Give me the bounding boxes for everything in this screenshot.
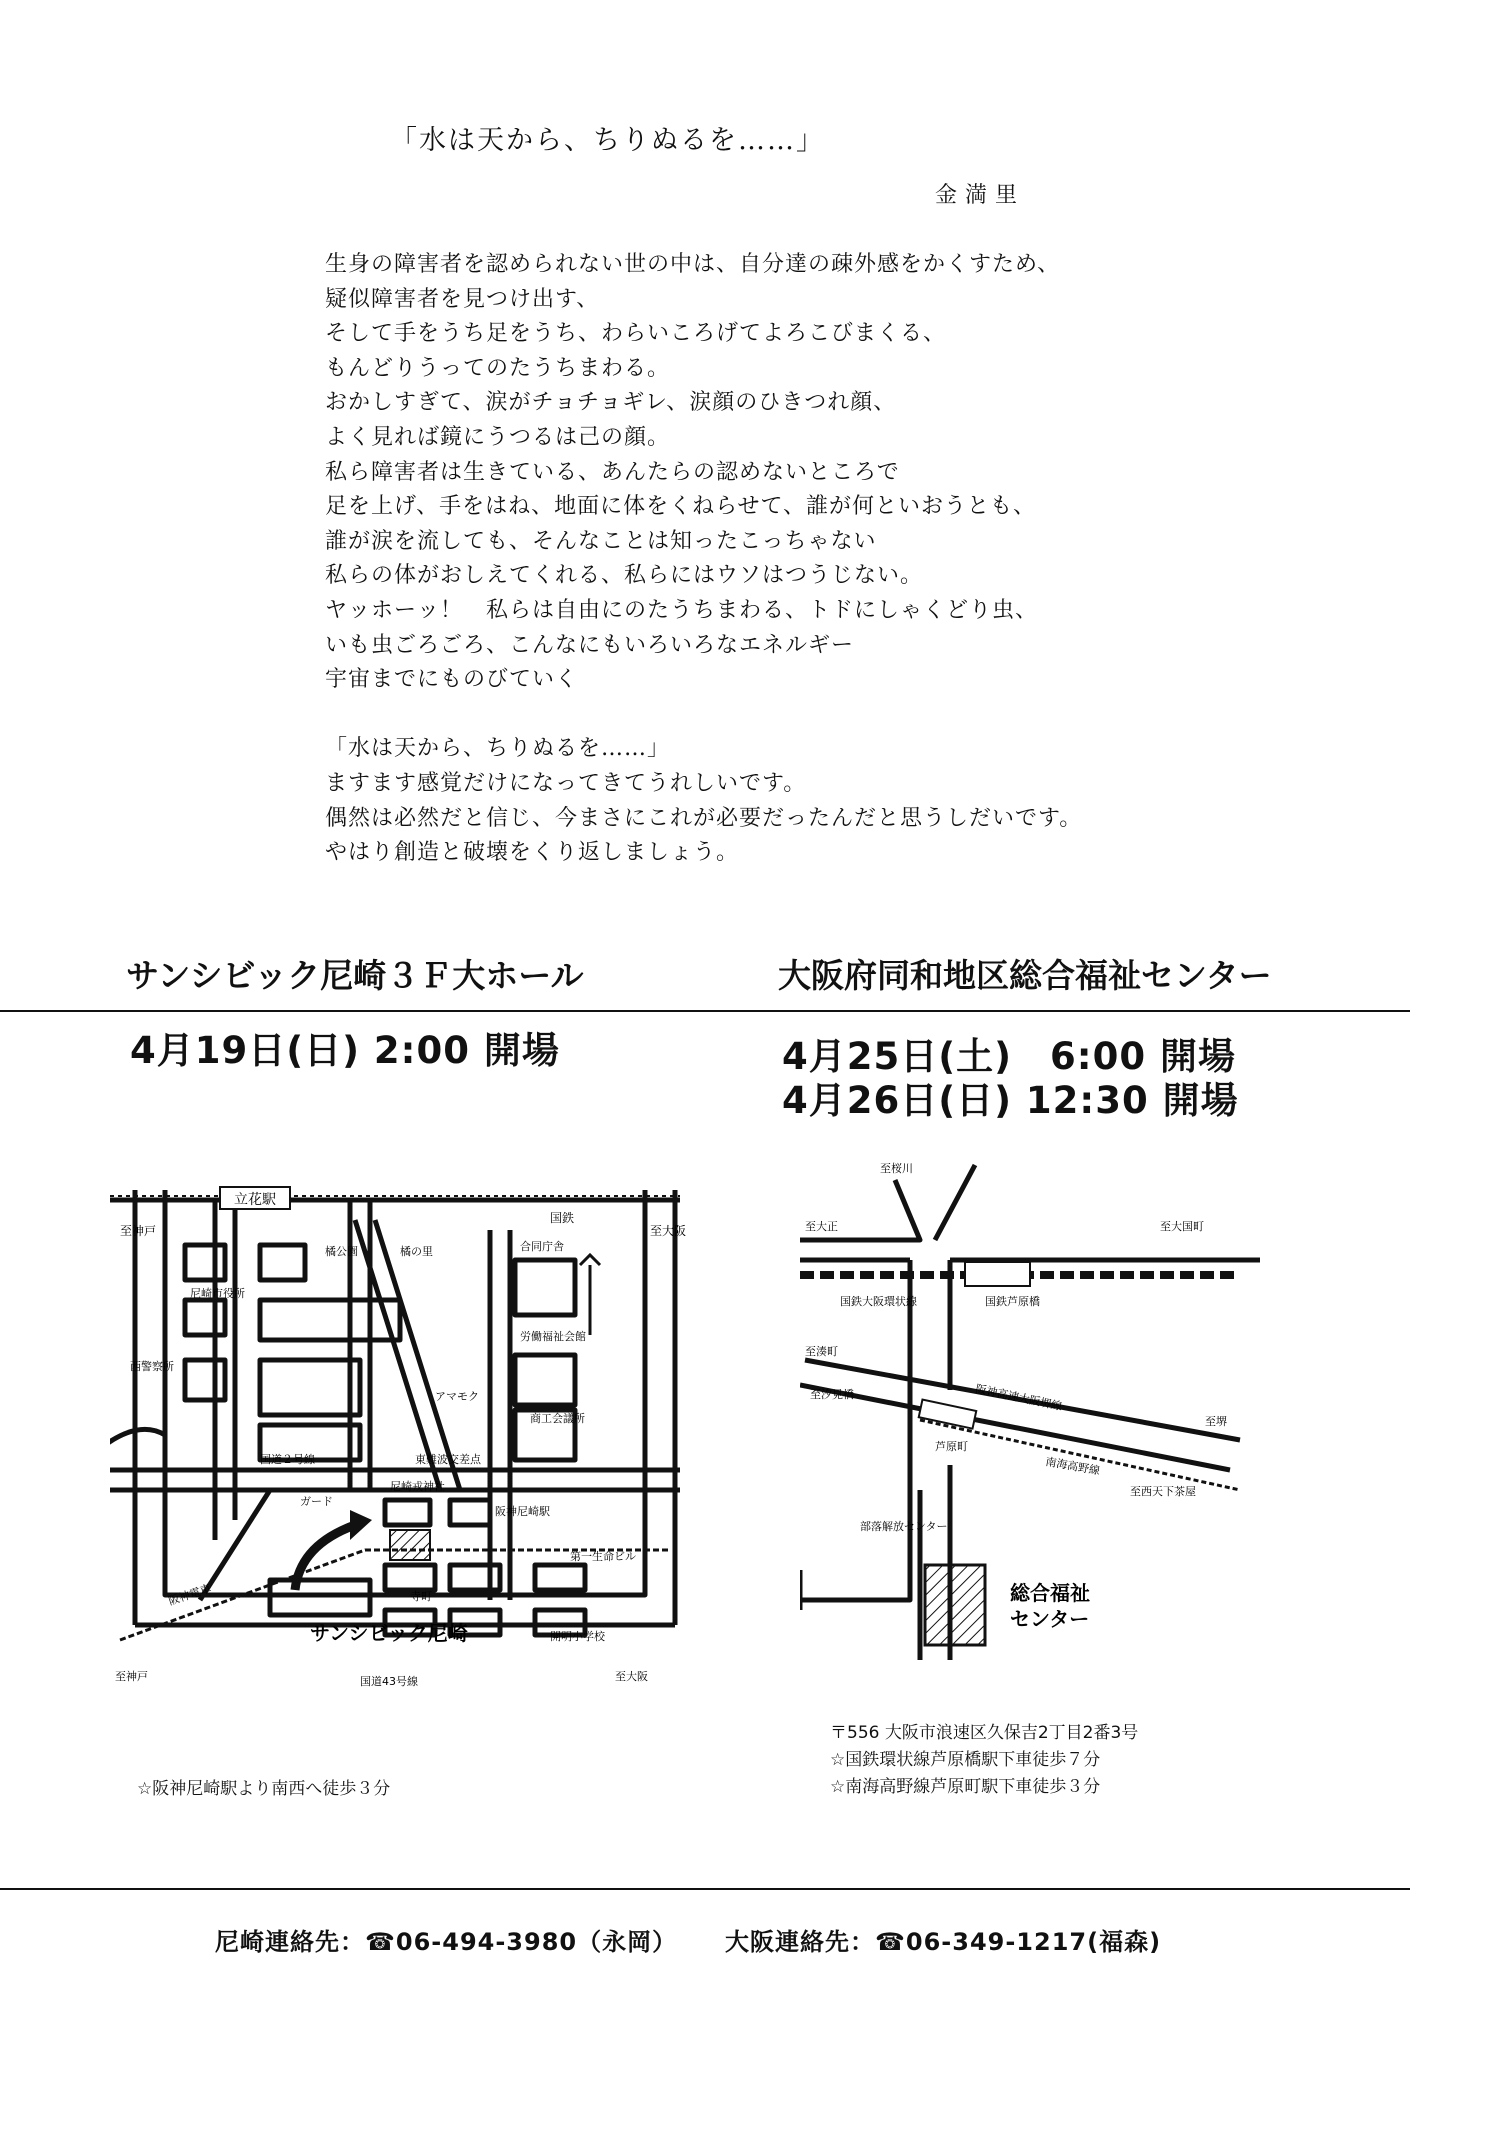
map-label: 橘の里 — [400, 1245, 433, 1258]
map-label: 国鉄大阪環状線 — [840, 1295, 917, 1308]
map-label: 立花駅 — [234, 1192, 276, 1208]
map-label: 東難波交差点 — [415, 1453, 481, 1466]
poem-line: いも虫ごろごろ、こんなにもいろいろなエネルギー — [325, 632, 855, 658]
access-amagasaki: ☆阪神尼崎駅より南西へ徒歩３分 — [137, 1779, 391, 1799]
map-label: 労働福祉会館 — [520, 1330, 586, 1343]
poem-line: そして手をうち足をうち、わらいころげてよろこびまくる、 — [325, 321, 947, 347]
map-label: 尼崎戎神社 — [390, 1480, 445, 1493]
map-label: ガード — [300, 1495, 333, 1508]
map-label: サンシビック尼崎 — [310, 1621, 468, 1645]
map-label: 橘公園 — [325, 1245, 358, 1258]
footer-divider — [0, 1888, 1410, 1890]
map-label: 西警察所 — [130, 1360, 174, 1373]
access-osaka-1: ☆国鉄環状線芦原橋駅下車徒歩７分 — [830, 1750, 1101, 1770]
map-label: 至大国町 — [1160, 1220, 1204, 1233]
map-label: 尼崎市役所 — [190, 1287, 245, 1300]
map-label: 至大阪 — [615, 1670, 648, 1683]
poem-line: やはり創造と破壊をくり返しましょう。 — [325, 840, 740, 866]
poem-line: ますます感覚だけになってきてうれしいです。 — [325, 770, 807, 796]
venue-osaka: 大阪府同和地区総合福祉センター — [778, 956, 1272, 995]
access-osaka-2: ☆南海高野線芦原町駅下車徒歩３分 — [830, 1777, 1101, 1797]
poem-line: 足を上げ、手をはね、地面に体をくねらせて、誰が何といおうとも、 — [325, 494, 1037, 520]
poem-line: おかしすぎて、涙がチョチョギレ、涙顔のひきつれ顔、 — [325, 390, 897, 416]
poem-line: ヤッホーッ！ 私らは自由にのたうちまわる、トドにしゃくどり虫、 — [325, 597, 1039, 623]
poem-line: 宇宙までにものびていく — [325, 667, 579, 693]
date-amagasaki: 4月19日(日) 2:00 開場 — [130, 1029, 560, 1072]
section-divider — [0, 1010, 1410, 1012]
map-label: 至神戸 — [115, 1670, 148, 1683]
poem-body — [325, 248, 1082, 871]
map-label: 至大正 — [805, 1220, 838, 1233]
map-label: アマモク — [435, 1390, 479, 1403]
poem-title: 「水は天から、ちりぬるを……」 — [390, 125, 825, 156]
map-label: 芦原町 — [935, 1440, 968, 1453]
poem-line: 私ら障害者は生きている、あんたらの認めないところで — [325, 459, 900, 485]
map-label: 総合福祉 — [1010, 1581, 1090, 1605]
poem-line: もんどりうってのたうちまわる。 — [325, 355, 671, 381]
poem-line: 疑似障害者を見つけ出す、 — [325, 286, 600, 312]
address-osaka: 〒556 大阪市浪速区久保吉2丁目2番3号 — [830, 1723, 1139, 1743]
amagasaki-map — [110, 1160, 690, 1730]
map-label: 国道２号線 — [260, 1453, 315, 1466]
map-label: 至堺 — [1205, 1415, 1227, 1428]
contact-osaka: 大阪連絡先：☎06-349-1217(福森) — [725, 1928, 1162, 1956]
map-label: 阪神尼崎駅 — [495, 1505, 550, 1518]
contact-amagasaki: 尼崎連絡先：☎06-494-3980（永岡） — [215, 1928, 678, 1956]
venue-amagasaki: サンシビック尼崎３Ｆ大ホール — [126, 956, 584, 995]
map-label: 至西天下茶屋 — [1130, 1485, 1196, 1498]
map-label: 合同庁舎 — [520, 1240, 564, 1253]
map-label: 至桜川 — [880, 1162, 913, 1175]
map-label: 第一生命ビル — [570, 1550, 636, 1563]
map-label: 南海高野線 — [1044, 1455, 1101, 1478]
poem-line: 生身の障害者を認められない世の中は、自分達の疎外感をかくすため、 — [325, 252, 1061, 277]
map-label: 至汐見橋 — [810, 1388, 854, 1401]
map-label: 開明小学校 — [550, 1630, 605, 1643]
poem-line: 偶然は必然だと信じ、今まさにこれが必要だったんだと思うしだいです。 — [325, 805, 1083, 831]
osaka-map — [800, 1160, 1260, 1660]
map-label: 国鉄芦原橋 — [985, 1295, 1040, 1308]
poem-line: 誰が涙を流しても、そんなことは知ったこっちゃない — [325, 528, 877, 554]
map-label: 寺町 — [410, 1590, 432, 1603]
author-name: 金満里 — [935, 183, 1026, 208]
date-osaka-1: 4月25日(土) 6:00 開場 — [782, 1035, 1236, 1078]
map-label: 至湊町 — [805, 1345, 838, 1358]
date-osaka-2: 4月26日(日) 12:30 開場 — [782, 1079, 1239, 1122]
map-label: 至大阪 — [650, 1224, 687, 1238]
map-label: 国鉄 — [550, 1211, 575, 1225]
poem-line: よく見れば鏡にうつるは己の顔。 — [325, 424, 671, 450]
poem-line: 「水は天から、ちりぬるを……」 — [325, 736, 671, 762]
map-label: 阪神高速大阪堺線 — [974, 1382, 1064, 1414]
map-label: 至神戸 — [120, 1224, 157, 1238]
map-label: 阪神電車 — [166, 1581, 213, 1608]
map-label: 商工会議所 — [530, 1412, 585, 1425]
map-label: センター — [1010, 1607, 1090, 1631]
map-label: 部落解放センター — [860, 1520, 948, 1533]
poem-line: 私らの体がおしえてくれる、私らにはウソはつうじない。 — [325, 563, 924, 589]
map-label: 国道43号線 — [360, 1675, 418, 1688]
